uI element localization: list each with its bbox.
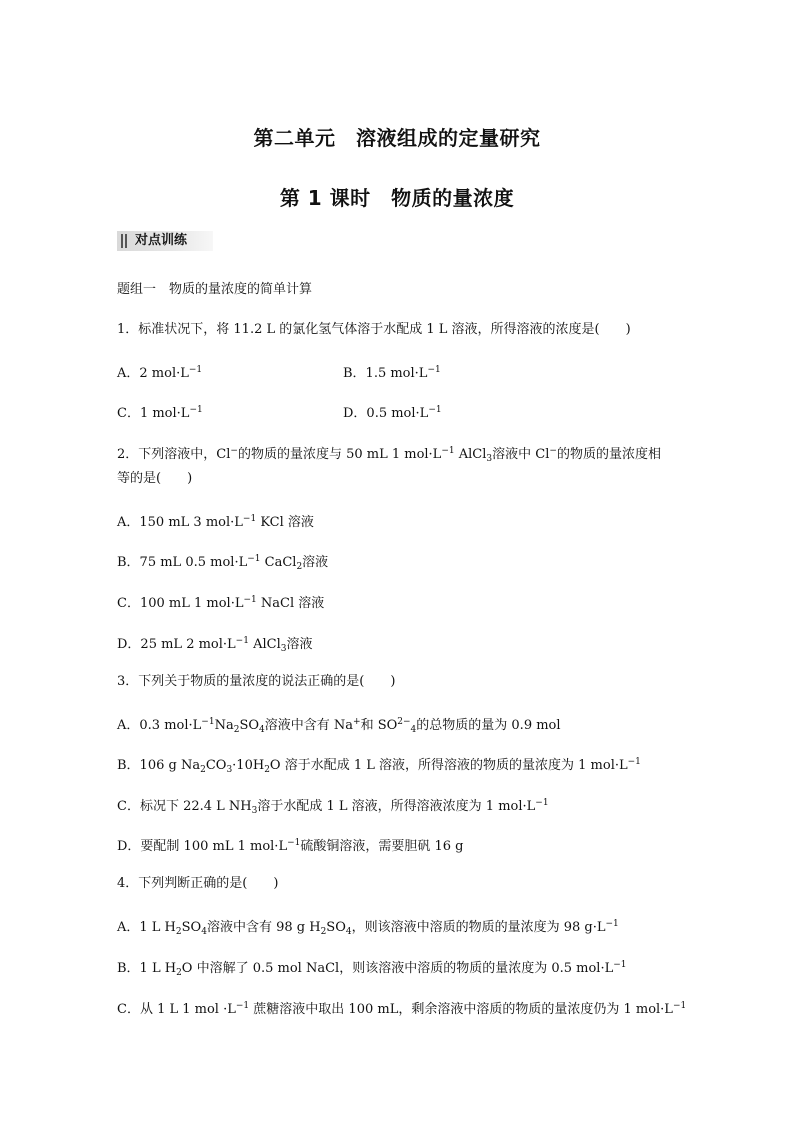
q3-option-b: B．106 g $Na_2CO_3\cdot 10H_2O$ 溶于水配成 1 L 溶液，所得溶液的物质的量浓度为 1 $mol\cdot L^{-1}$	[117, 757, 641, 775]
q4-option-b: B．1 L $H_2O$ 中溶解了 0.5 mol NaCl，则该溶液中溶质的物质的量浓度为 0.5 $mol\cdot L^{-1}$	[117, 960, 627, 978]
section-badge-label: 对点训练	[135, 233, 188, 248]
q2-stem-line2: 等的是( )	[117, 471, 193, 486]
q3-stem: 3．下列关于物质的量浓度的说法正确的是( )	[117, 674, 396, 689]
badge-bar-icon	[125, 234, 127, 248]
q2-stem: 2．下列溶液中，Cl−的物质的量浓度与 50 mL 1 $mol\cdot L^{-1}$ AlCl$_3$溶液中 Cl−的物质的量浓度相	[117, 446, 661, 464]
q4-option-a: A．1 L $H_2SO_4$溶液中含有 98 g $H_2SO_4$，则该溶液中溶质的物质的量浓度为 98 $g\cdot L^{-1}$	[117, 919, 619, 937]
q3-option-d: D．要配制 100 mL 1 $mol\cdot L^{-1}$硫酸铜溶液，需要胆矾 16 g	[117, 838, 464, 854]
q2-option-c: C．100 mL 1 $mol\cdot L^{-1}$ NaCl 溶液	[117, 595, 325, 611]
q2-option-a: A．150 mL 3 $mol\cdot L^{-1}$ KCl 溶液	[117, 514, 314, 530]
q1-option-c: C．1 $mol\cdot L^{-1}$	[117, 405, 203, 421]
q2-option-b: B．75 mL 0.5 $mol\cdot L^{-1}$ CaCl$_2$溶液	[117, 554, 329, 572]
section-badge	[117, 231, 213, 251]
q2-option-d: D．25 mL 2 $mol\cdot L^{-1}$ AlCl$_3$溶液	[117, 636, 313, 654]
q1-option-a: A．2 $mol\cdot L^{-1}$	[117, 365, 203, 381]
q3-option-c: C．标况下 22.4 L $NH_3$溶于水配成 1 L 溶液，所得溶液浓度为 1 $mol\cdot L^{-1}$	[117, 798, 549, 816]
q4-option-c: C．从 1 L 1 mol $\cdot L^{-1}$ 蔗糖溶液中取出 100 mL，剩余溶液中溶质的物质的量浓度仍为 1 $mol\cdot L^{-1}$	[117, 1001, 687, 1017]
group-heading: 题组一 物质的量浓度的简单计算	[117, 282, 313, 297]
page-title: 第二单元 溶液组成的定量研究	[253, 126, 541, 150]
badge-bar-icon	[121, 234, 123, 248]
lesson-subtitle: 第 1 课时 物质的量浓度	[279, 186, 515, 210]
q3-option-a: A．0.3 $mol\cdot L^{-1}Na_2SO_4$溶液中含有 Na+和 $SO^{2-}_4$的总物质的量为 0.9 mol	[117, 717, 561, 735]
q4-stem: 4．下列判断正确的是( )	[117, 876, 279, 891]
q1-stem: 1．标准状况下，将 11.2 L 的氯化氢气体溶于水配成 1 L 溶液，所得溶液的浓度是( )	[117, 322, 631, 337]
q1-option-b: B．1.5 $mol\cdot L^{-1}$	[343, 365, 441, 381]
q1-option-d: D．0.5 $mol\cdot L^{-1}$	[343, 405, 442, 421]
